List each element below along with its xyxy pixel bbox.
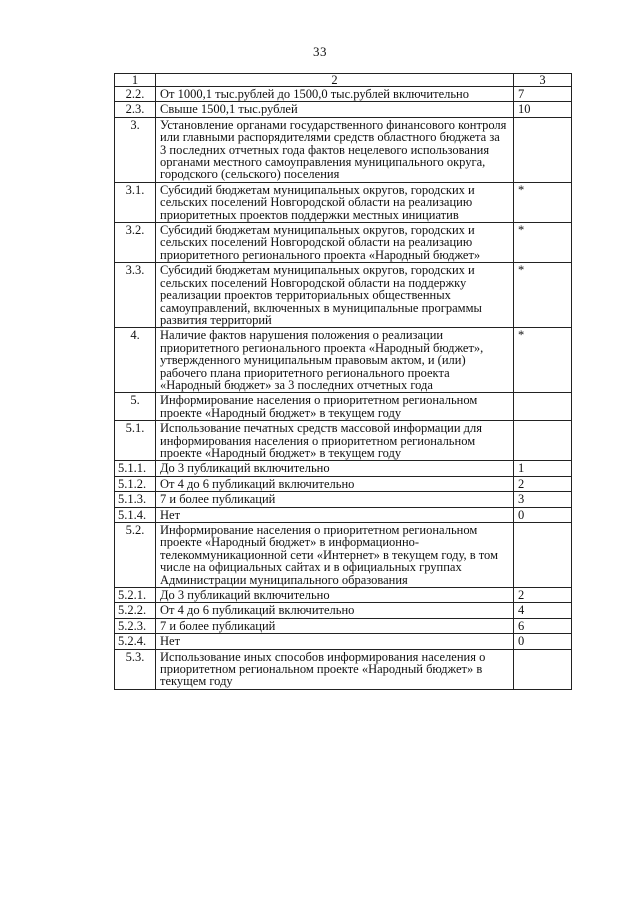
- row-criterion: 7 и более публикаций: [156, 492, 514, 507]
- row-criterion: Субсидий бюджетам муниципальных округов, городских и сельских поселений Новгородской области на реализацию приоритетных проектов поддержки местных инициатив: [156, 182, 514, 222]
- row-score: 2: [514, 588, 572, 603]
- row-criterion: От 1000,1 тыс.рублей до 1500,0 тыс.рублей включительно: [156, 87, 514, 102]
- table-row: [115, 117, 572, 182]
- row-score: 7: [514, 87, 572, 102]
- page-number: 33: [313, 44, 327, 59]
- row-number: 3.: [115, 117, 156, 182]
- table-row: [115, 476, 572, 491]
- row-criterion: Нет: [156, 634, 514, 649]
- table-row: [115, 649, 572, 689]
- row-number: 5.2.2.: [115, 603, 156, 618]
- row-score: [514, 393, 572, 421]
- row-score: 0: [514, 507, 572, 522]
- row-number: 5.1.4.: [115, 507, 156, 522]
- row-criterion: Установление органами государственного финансового контроля или главными распорядителями средств областного бюджета за 3 последних отчетных года фактов нецелевого использования органами местного самоуправления муниципального округа, городского (сельского) поселения: [156, 117, 514, 182]
- row-criterion: Нет: [156, 507, 514, 522]
- table-row: [115, 328, 572, 393]
- row-score: 4: [514, 603, 572, 618]
- row-criterion: Информирование населения о приоритетном региональном проекте «Народный бюджет» в информационно-телекоммуникационной сети «Интернет» в текущем году, в том числе на официальных сайтах и в официальных группах Администрации муниципального образования: [156, 523, 514, 588]
- table-row: [115, 618, 572, 633]
- table-row: [115, 223, 572, 263]
- row-score: 2: [514, 476, 572, 491]
- row-criterion: От 4 до 6 публикаций включительно: [156, 476, 514, 491]
- row-number: 2.3.: [115, 102, 156, 117]
- column-header-criterion: 2: [156, 74, 514, 87]
- row-number: 3.3.: [115, 263, 156, 328]
- row-score: *: [514, 182, 572, 222]
- row-number: 3.2.: [115, 223, 156, 263]
- row-score: 6: [514, 618, 572, 633]
- row-score: *: [514, 328, 572, 393]
- table-row: [115, 263, 572, 328]
- row-score: 0: [514, 634, 572, 649]
- row-number: 5.1.3.: [115, 492, 156, 507]
- row-score: 10: [514, 102, 572, 117]
- row-criterion: До 3 публикаций включительно: [156, 461, 514, 476]
- table-row: [115, 87, 572, 102]
- row-score: [514, 649, 572, 689]
- row-number: 2.2.: [115, 87, 156, 102]
- row-number: 5.2.3.: [115, 618, 156, 633]
- row-criterion: Наличие фактов нарушения положения о реализации приоритетного регионального проекта «Народный бюджет», утвержденного муниципальным правовым актом, и (или) рабочего плана приоритетного регионального проекта «Народный бюджет» за 3 последних отчетных года: [156, 328, 514, 393]
- table-row: [115, 523, 572, 588]
- criteria-table: [114, 73, 572, 690]
- column-header-score: 3: [514, 74, 572, 87]
- table-row: [115, 603, 572, 618]
- table-row: [115, 461, 572, 476]
- row-criterion: Свыше 1500,1 тыс.рублей: [156, 102, 514, 117]
- row-score: [514, 421, 572, 461]
- table-row: [115, 393, 572, 421]
- row-number: 5.2.: [115, 523, 156, 588]
- row-number: 5.: [115, 393, 156, 421]
- row-score: *: [514, 263, 572, 328]
- table-row: [115, 421, 572, 461]
- row-criterion: 7 и более публикаций: [156, 618, 514, 633]
- row-criterion: Информирование населения о приоритетном региональном проекте «Народный бюджет» в текущем году: [156, 393, 514, 421]
- table-row: [115, 588, 572, 603]
- table-header-row: [115, 74, 572, 87]
- row-number: 5.1.2.: [115, 476, 156, 491]
- row-criterion: Использование печатных средств массовой информации для информирования населения о приоритетном региональном проекте «Народный бюджет» в текущем году: [156, 421, 514, 461]
- row-number: 5.1.1.: [115, 461, 156, 476]
- row-number: 5.2.1.: [115, 588, 156, 603]
- column-header-number: 1: [115, 74, 156, 87]
- table-row: [115, 102, 572, 117]
- row-score: [514, 523, 572, 588]
- row-criterion: От 4 до 6 публикаций включительно: [156, 603, 514, 618]
- row-criterion: Субсидий бюджетам муниципальных округов, городских и сельских поселений Новгородской области на реализацию приоритетного регионального проекта «Народный бюджет»: [156, 223, 514, 263]
- row-number: 5.1.: [115, 421, 156, 461]
- row-number: 5.3.: [115, 649, 156, 689]
- row-score: 1: [514, 461, 572, 476]
- row-score: 3: [514, 492, 572, 507]
- row-criterion: Субсидий бюджетам муниципальных округов, городских и сельских поселений Новгородской области на поддержку реализации проектов территориальных общественных самоуправлений, включенных в муниципальные программы развития территорий: [156, 263, 514, 328]
- table-row: [115, 492, 572, 507]
- row-criterion: Использование иных способов информирования населения о приоритетном региональном проекте «Народный бюджет» в текущем году: [156, 649, 514, 689]
- row-criterion: До 3 публикаций включительно: [156, 588, 514, 603]
- table-row: [115, 507, 572, 522]
- table-row: [115, 634, 572, 649]
- row-number: 4.: [115, 328, 156, 393]
- row-score: *: [514, 223, 572, 263]
- row-score: [514, 117, 572, 182]
- row-number: 5.2.4.: [115, 634, 156, 649]
- row-number: 3.1.: [115, 182, 156, 222]
- table-row: [115, 182, 572, 222]
